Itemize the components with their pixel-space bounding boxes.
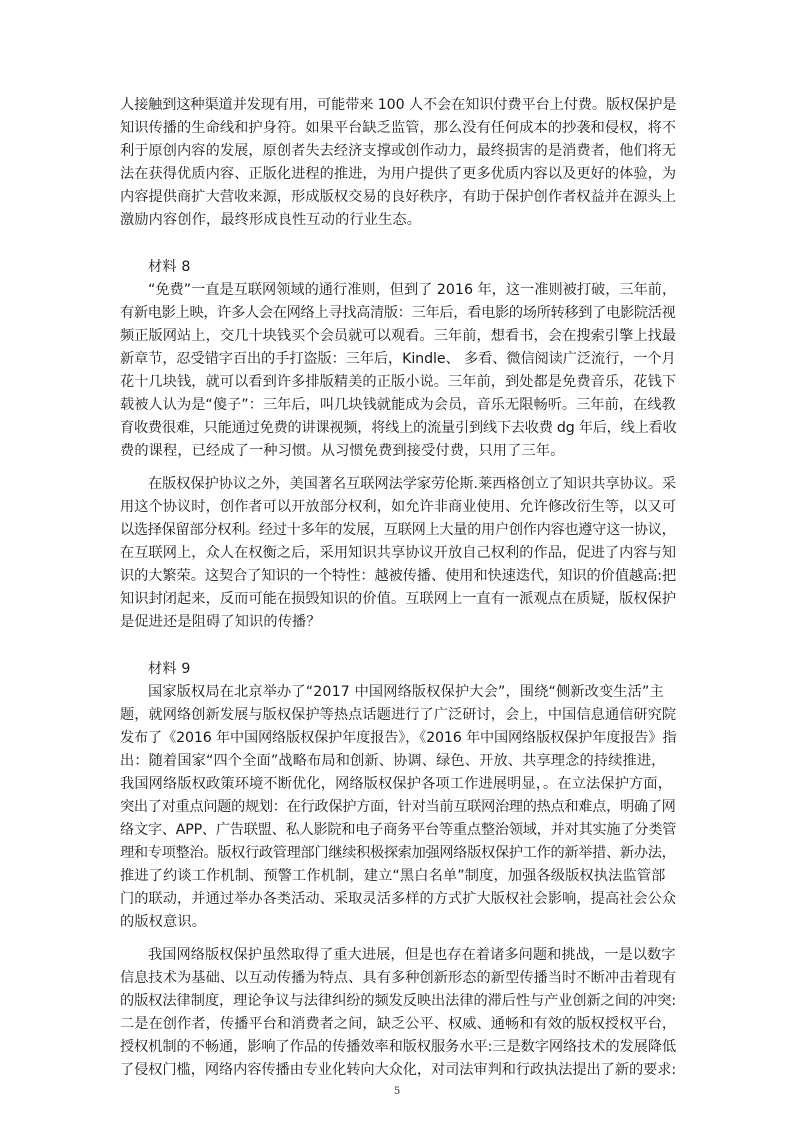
text-line: 有新电影上映，许多人会在网络上寻找高清版：三年后，看电影的场所转移到了电影院活视: [120, 305, 676, 321]
text-line: 推进了约谈工作机制、预警工作机制，建立“黑白名单”制度，加强各级版权执法监管部: [120, 868, 666, 884]
text-line: 利于原创内容的发展，原创者失去经济支撑或创作动力，最终损害的是消费者，他们将无: [120, 143, 677, 159]
text-line: 激励内容创作，最终形成良性互动的行业生态。: [120, 212, 422, 228]
text-line: 突出了对重点问题的规划：在行政保护方面，针对当前互联网治理的热点和难点，明确了网: [120, 799, 676, 815]
text-line: 载被人认为是“傻子”：三年后，叫几块钱就能成为会员，音乐无限畅听。三年前，在线教: [120, 397, 676, 413]
text-line: 内容提供商扩大营收来源，形成版权交易的良好秩序，有助于保护创作者权益并在源头上: [120, 189, 677, 205]
text-line: 在互联网上，众人在权衡之后，采用知识共享协议开放自己权利的作品，促进了内容与知: [120, 545, 677, 561]
text-line: 识的大繁荣。这契合了知识的一个特性：越被传播、使用和快速迭代，知识的价值越高:把: [120, 568, 677, 584]
text-line: 国家版权局在北京举办了“2017 中国网络版权保护大会”，围绕“侧新改变生活”主: [148, 684, 664, 700]
text-line: 门的联动，并通过举办各类活动、采取灵活多样的方式扩大版权社会影响，提高社会公众: [120, 891, 677, 907]
text-line: 知识传播的生命线和护身符。如果平台缺乏监管，那么没有任何成本的抄袭和侵权，将不: [120, 120, 677, 136]
text-line: 发布了《2016 年中国网络版权保护年度报告》，《2016 年中国网络版权保护年度报告》指: [120, 730, 677, 746]
text-line: 出：随着国家“四个全面”战略布局和创新、协调、绿色、开放、共享理念的持续推进，: [120, 753, 666, 769]
text-line: 授权机制的不畅通，影响了作品的传播效率和版权服务水平:三是数字网络技术的发展降低: [120, 1039, 677, 1055]
text-line: 人接触到这种渠道并发现有用，可能带来 100 人不会在知识付费平台上付费。版权保护是: [120, 97, 677, 113]
text-line: 我国网络版权保护虽然取得了重大进展，但是也存在着诸多问题和挑战，一是以数字: [148, 947, 676, 963]
text-line: 题，就网络创新发展与版权保护等热点话题进行了广泛研讨，会上，中国信息通信研究院: [120, 707, 677, 723]
text-line: 的版权法律制度，理论争议与法律纠纷的频发反映出法律的滞后性与产业创新之间的冲突:: [120, 993, 677, 1009]
text-line: 我国网络版权政策环境不断优化，网络版权保护各项工作进展明显，。在立法保护方面，: [120, 776, 673, 792]
text-line: 费的课程，已经成了一种习惯。从习惯免费到接受付费，只用了三年。: [120, 443, 565, 459]
section-heading-material-8: 材料 8: [148, 259, 191, 275]
text-line: 频正版网站上，交几十块钱买个会员就可以观看。三年前，想看书，会在搜索引擎上找最: [120, 328, 677, 344]
text-line: 用这个协议时，创作者可以开放部分权利，如允许非商业使用、允许修改衍生等，以又可: [120, 499, 677, 515]
text-line: 理和专项整治。版权行政管理部门继续积极探索加强网络版权保护工作的新举措、新办法，: [120, 845, 676, 861]
text-line: 法在获得优质内容、正版化进程的推进，为用户提供了更多优质内容以及更好的体验，为: [120, 166, 677, 182]
section-heading-material-9: 材料 9: [148, 661, 191, 677]
text-line: 在版权保护协议之外，美国著名互联网法学家劳伦斯.莱西格创立了知识共享协议。采: [148, 476, 677, 492]
text-line: “免费”一直是互联网领域的通行准则，但到了 2016 年，这一准则被打破，三年前，: [148, 282, 677, 298]
text-line: 信息技术为基础、以互动传播为特点、具有多种创新形态的新型传播当时不断冲击着现有: [120, 970, 677, 986]
text-line: 新章节，忍受错字百出的手打盗版：三年后，Kindle、 多看、微信阅读广泛流行，一个月: [120, 351, 676, 367]
text-line: 花十几块钱，就可以看到许多排版精美的正版小说。三年前，到处都是免费音乐，花钱下: [120, 374, 677, 390]
text-line: 的版权意识。: [120, 914, 207, 930]
text-line: 以选择保留部分权利。经过十多年的发展，互联网上大量的用户创作内容也遵守这一协议，: [120, 522, 676, 538]
text-line: 育收费很难，只能通过免费的讲课视频，将线上的流量引到线下去收费 dg 年后，线上看收: [120, 420, 677, 436]
text-line: 知识封闭起来，反而可能在损毁知识的价值。互联网上一直有一派观点在质疑，版权保护: [120, 591, 677, 607]
text-line: 了侵权门槛，网络内容传播由专业化转向大众化，对司法审判和行政执法提出了新的要求:: [120, 1062, 677, 1078]
text-line: 络文字、APP、广告联盟、私人影院和电子商务平台等重点整治领域，并对其实施了分类管: [120, 822, 677, 838]
text-line: 是促进还是阻碍了知识的传播？: [120, 614, 321, 630]
page-number: 5: [393, 1086, 401, 1097]
text-line: 二是在创作者，传播平台和消费者之间，缺乏公平、权威、通畅和有效的版权授权平台，: [120, 1016, 677, 1032]
